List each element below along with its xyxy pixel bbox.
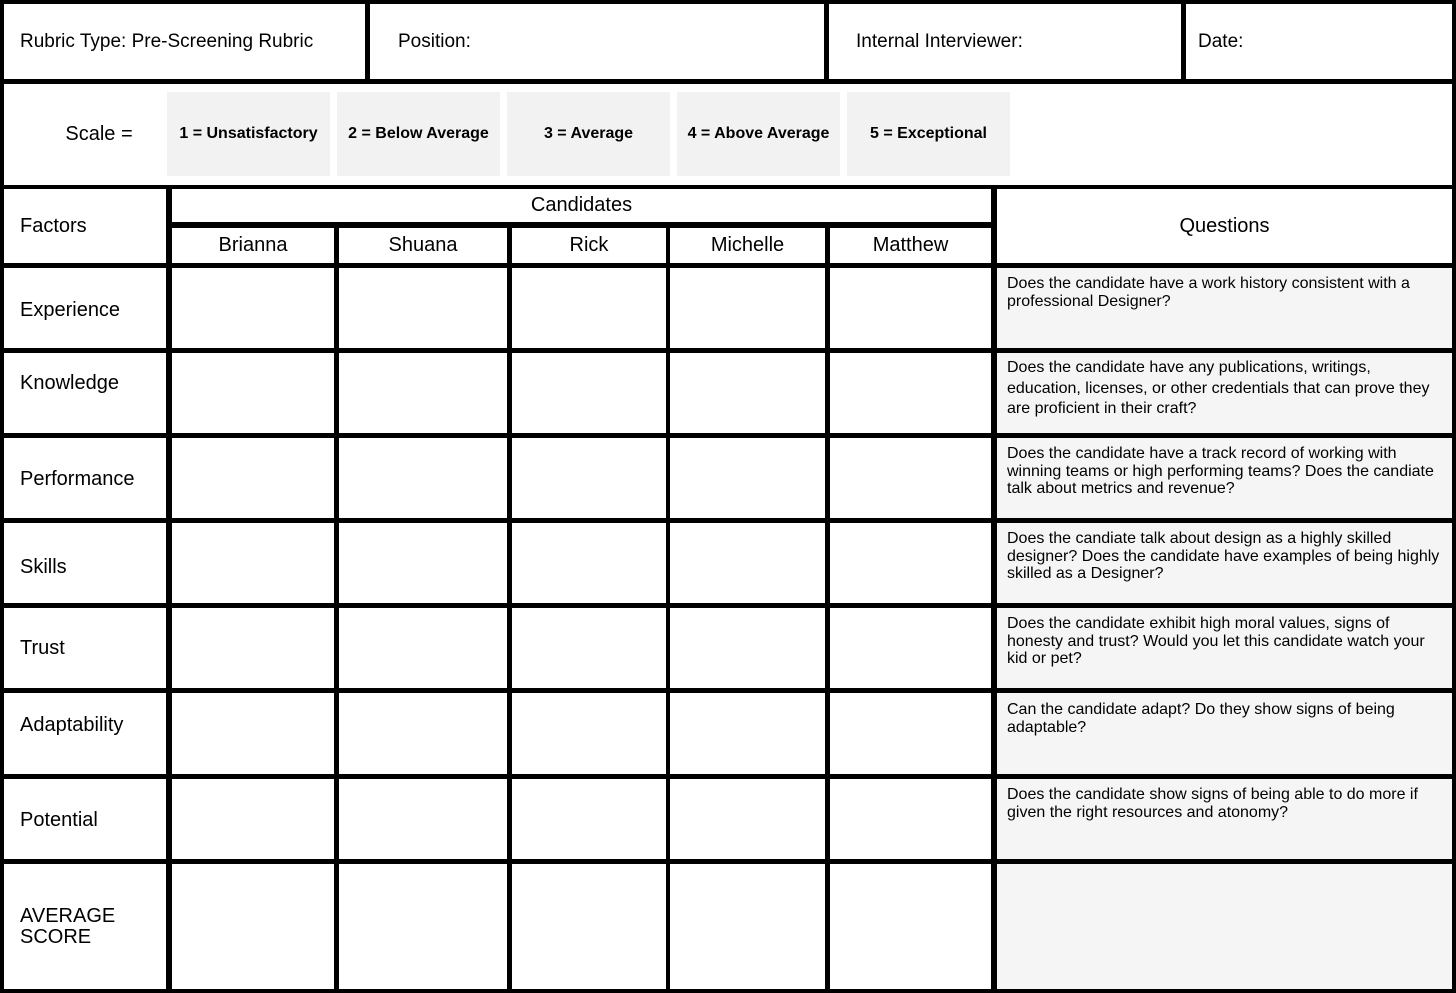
score-cell[interactable] <box>172 353 334 433</box>
average-score-cell[interactable] <box>172 864 334 989</box>
score-cell[interactable] <box>339 608 507 688</box>
score-cell[interactable] <box>512 779 666 859</box>
candidate-header-rick <box>512 228 666 263</box>
candidate-header-brianna <box>172 228 334 263</box>
factor-skills <box>4 523 166 603</box>
score-cell[interactable] <box>172 523 334 603</box>
score-cell[interactable] <box>830 779 991 859</box>
score-cell[interactable] <box>339 438 507 518</box>
score-cell[interactable] <box>830 268 991 348</box>
date-field[interactable] <box>1186 4 1452 79</box>
scale-item-3: 3 = Average <box>507 92 670 176</box>
candidate-name: Brianna <box>218 234 288 256</box>
questions-header-text: Questions <box>1179 214 1270 237</box>
candidates-header <box>172 189 991 222</box>
date-label: Date: <box>1198 30 1244 52</box>
candidate-name: Rick <box>569 234 609 256</box>
score-cell[interactable] <box>670 779 825 859</box>
rubric-type-label: Rubric Type: Pre-Screening Rubric <box>20 30 314 52</box>
score-cell[interactable] <box>670 608 825 688</box>
factor-label: Knowledge <box>20 371 119 394</box>
score-cell[interactable] <box>339 779 507 859</box>
average-score-cell[interactable] <box>512 864 666 989</box>
factor-label: Skills <box>20 555 67 578</box>
score-cell[interactable] <box>670 268 825 348</box>
internal-interviewer-label: Internal Interviewer: <box>856 30 1023 52</box>
question-performance: Does the candidate have a track record of working with winning teams or high performing teams? Does the candiate talk about metrics and revenue? <box>997 438 1452 518</box>
question-trust: Does the candidate exhibit high moral values, signs of honesty and trust? Would you let this candidate watch your kid or pet? <box>997 608 1452 688</box>
score-cell[interactable] <box>339 523 507 603</box>
score-cell[interactable] <box>512 268 666 348</box>
average-score-cell[interactable] <box>830 864 991 989</box>
score-cell[interactable] <box>339 353 507 433</box>
score-cell[interactable] <box>172 693 334 774</box>
scale-label <box>40 92 158 176</box>
score-cell[interactable] <box>172 608 334 688</box>
factors-header-text: Factors <box>20 214 87 237</box>
candidate-name: Matthew <box>872 234 949 256</box>
internal-interviewer-field[interactable] <box>829 4 1181 79</box>
question-knowledge: Does the candidate have any publications, writings, education, licenses, or other credentials that can prove they are proficient in their craft? <box>997 353 1452 433</box>
score-cell[interactable] <box>830 438 991 518</box>
score-cell[interactable] <box>830 353 991 433</box>
average-score-notes <box>997 864 1452 989</box>
factor-trust <box>4 608 166 688</box>
score-cell[interactable] <box>512 693 666 774</box>
score-cell[interactable] <box>670 523 825 603</box>
factor-label: Adaptability <box>20 714 124 736</box>
questions-header <box>997 189 1452 263</box>
score-cell[interactable] <box>670 693 825 774</box>
candidate-header-shuana <box>339 228 507 263</box>
scale-item-4: 4 = Above Average <box>677 92 840 176</box>
candidate-header-matthew <box>830 228 991 263</box>
average-score-cell[interactable] <box>670 864 825 989</box>
factor-performance <box>4 438 166 518</box>
score-cell[interactable] <box>339 268 507 348</box>
factor-label: Performance <box>20 468 135 490</box>
position-label: Position: <box>398 30 471 52</box>
candidate-name: Shuana <box>388 234 458 256</box>
score-cell[interactable] <box>172 438 334 518</box>
score-cell[interactable] <box>512 523 666 603</box>
scale-label-text: Scale = <box>65 122 133 145</box>
score-cell[interactable] <box>512 608 666 688</box>
average-score-label <box>4 864 166 989</box>
candidate-header-michelle <box>670 228 825 263</box>
score-cell[interactable] <box>830 693 991 774</box>
question-experience: Does the candidate have a work history consistent with a professional Designer? <box>997 268 1452 348</box>
candidates-header-text: Candidates <box>530 194 633 216</box>
average-score-text: AVERAGE SCORE <box>20 904 116 948</box>
factor-adaptability <box>4 693 166 774</box>
average-score-cell[interactable] <box>339 864 507 989</box>
score-cell[interactable] <box>512 353 666 433</box>
factor-knowledge <box>4 353 166 433</box>
score-cell[interactable] <box>172 779 334 859</box>
score-cell[interactable] <box>670 438 825 518</box>
score-cell[interactable] <box>339 693 507 774</box>
score-cell[interactable] <box>172 268 334 348</box>
scale-item-2: 2 = Below Average <box>337 92 500 176</box>
factor-experience <box>4 268 166 348</box>
scale-item-5: 5 = Exceptional <box>847 92 1010 176</box>
score-cell[interactable] <box>830 523 991 603</box>
score-cell[interactable] <box>512 438 666 518</box>
question-skills: Does the candiate talk about design as a highly skilled designer? Does the candidate have examples of being highly skilled as a Designer? <box>997 523 1452 603</box>
factor-potential <box>4 779 166 859</box>
rubric-type-field <box>4 4 365 79</box>
question-adaptability: Can the candidate adapt? Do they show signs of being adaptable? <box>997 693 1452 774</box>
candidate-name: Michelle <box>710 234 785 256</box>
factor-label: Potential <box>20 809 98 831</box>
factor-label: Trust <box>20 636 65 659</box>
factor-label: Experience <box>20 298 121 321</box>
question-potential: Does the candidate show signs of being able to do more if given the right resources and atonomy? <box>997 779 1452 859</box>
score-cell[interactable] <box>830 608 991 688</box>
position-field[interactable] <box>370 4 824 79</box>
score-cell[interactable] <box>670 353 825 433</box>
scale-item-1: 1 = Unsatisfactory <box>167 92 330 176</box>
factors-header <box>4 189 166 263</box>
